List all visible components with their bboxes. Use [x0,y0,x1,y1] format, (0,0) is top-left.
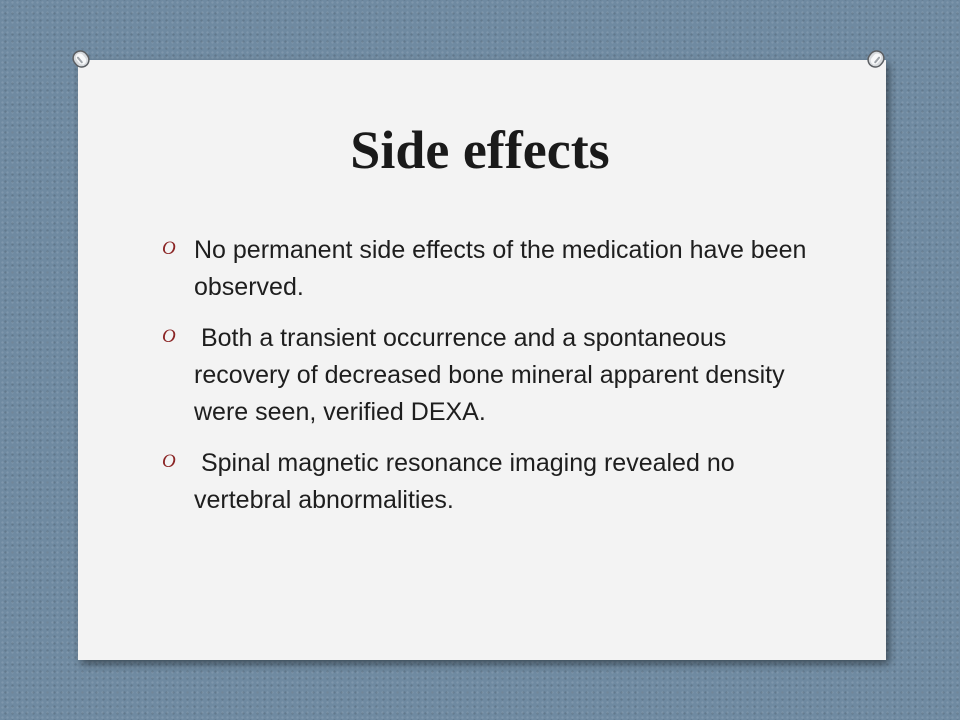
bullet-marker: O [162,451,176,472]
bullet-item [162,320,822,431]
bullet-text: Both a transient occurrence and a spontaneous recovery of decreased bone mineral apparent density were seen, verified DEXA. [194,324,792,426]
slide-title: Side effects [350,120,610,180]
bullet-text: Spinal magnetic resonance imaging revealed no vertebral abnormalities. [194,449,742,514]
pushpin-icon [66,44,96,74]
bullet-marker: O [162,238,176,259]
bullet-list [162,232,822,533]
bullet-marker: O [162,326,176,347]
bullet-item [162,445,822,519]
pushpin-icon [861,44,891,74]
bullet-item [162,232,822,306]
bullet-text: No permanent side effects of the medication have been observed. [194,236,814,301]
